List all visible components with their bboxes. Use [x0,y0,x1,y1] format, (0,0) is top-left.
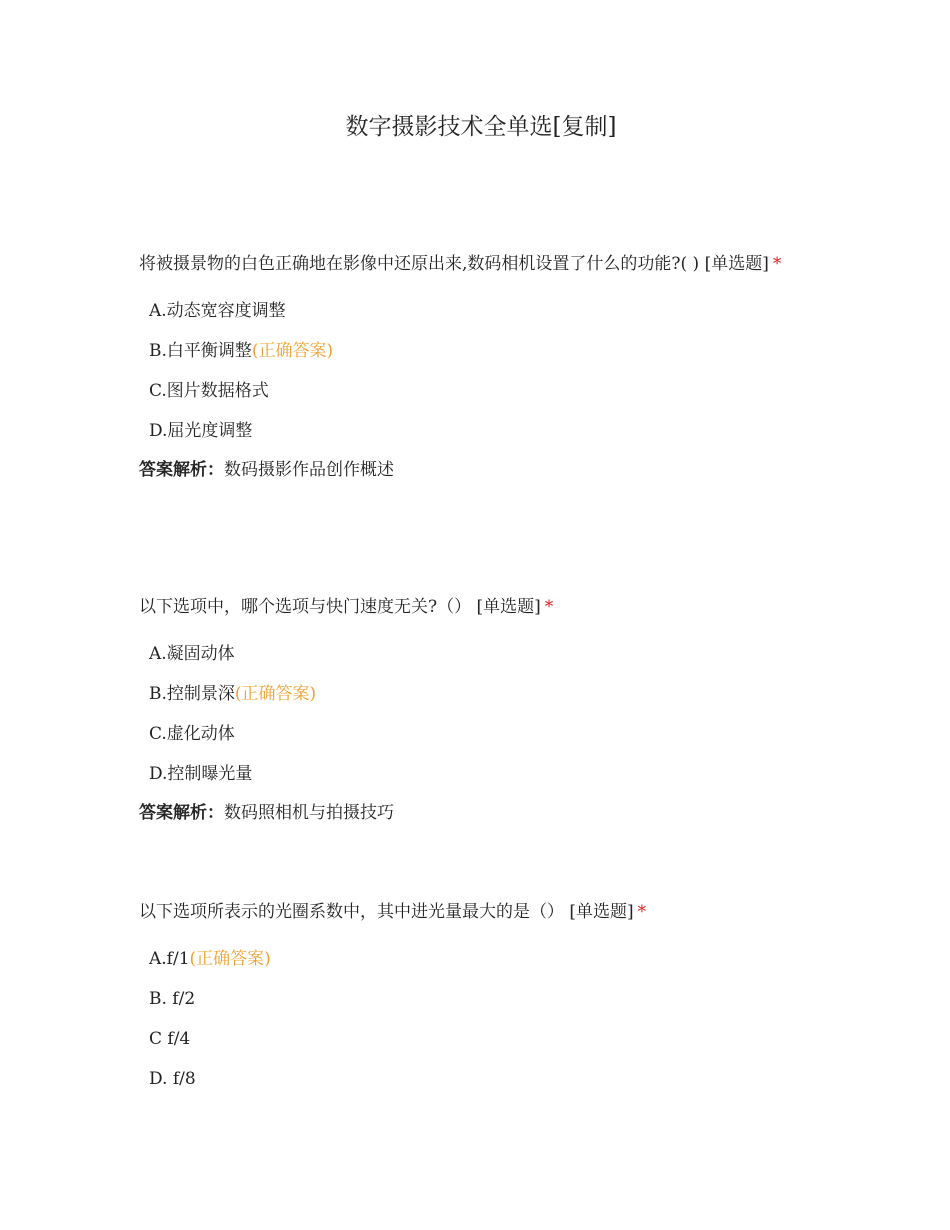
correct-answer-tag: (正确答案) [251,341,334,361]
option-c [139,714,809,754]
option-label: A.凝固动体 [149,644,235,664]
option-d [139,1059,809,1099]
option-d [139,411,809,451]
answer-analysis [139,451,809,489]
option-c [139,371,809,411]
option-a [139,634,809,674]
option-a [139,939,809,979]
document-title: 数字摄影技术全单选[复制] [345,114,617,140]
option-b [139,674,809,714]
option-label: D.控制曝光量 [149,764,253,784]
analysis-text: 数码照相机与拍摄技巧 [224,803,394,823]
answer-analysis [139,794,809,832]
option-label: A.f/1 [149,949,190,969]
option-label: D. f/8 [149,1069,196,1089]
option-label: D.屈光度调整 [149,421,253,441]
correct-answer-tag: (正确答案) [189,949,271,969]
option-d [139,754,809,794]
question-2 [139,589,809,832]
question-3 [139,894,809,1099]
option-label: C.图片数据格式 [149,381,269,401]
option-b [139,331,809,371]
question-text [139,246,809,283]
analysis-label: 答案解析： [139,803,224,823]
question-text [139,589,809,626]
option-label: B.白平衡调整 [149,341,252,361]
option-a [139,291,809,331]
required-mark: * [544,597,554,617]
correct-answer-tag: (正确答案) [234,684,317,704]
option-c [139,1019,809,1059]
question-text-content: 将被摄景物的白色正确地在影像中还原出来,数码相机设置了什么的功能?( ) [单选题] [139,254,769,274]
option-label: B. f/2 [149,989,196,1009]
question-text-content: 以下选项所表示的光圈系数中，其中进光量最大的是（） [单选题] [139,902,634,922]
option-label: C.虚化动体 [149,724,235,744]
option-b [139,979,809,1019]
analysis-text: 数码摄影作品创作概述 [224,460,394,480]
question-text-content: 以下选项中，哪个选项与快门速度无关?（） [单选题] [139,597,541,617]
question-1 [139,246,809,489]
required-mark: * [772,254,782,274]
required-mark: * [637,902,647,922]
question-text [139,894,809,931]
option-label: B.控制景深 [149,684,235,704]
analysis-label: 答案解析： [139,460,224,480]
option-label: C f/4 [149,1029,191,1049]
option-label: A.动态宽容度调整 [149,301,286,321]
